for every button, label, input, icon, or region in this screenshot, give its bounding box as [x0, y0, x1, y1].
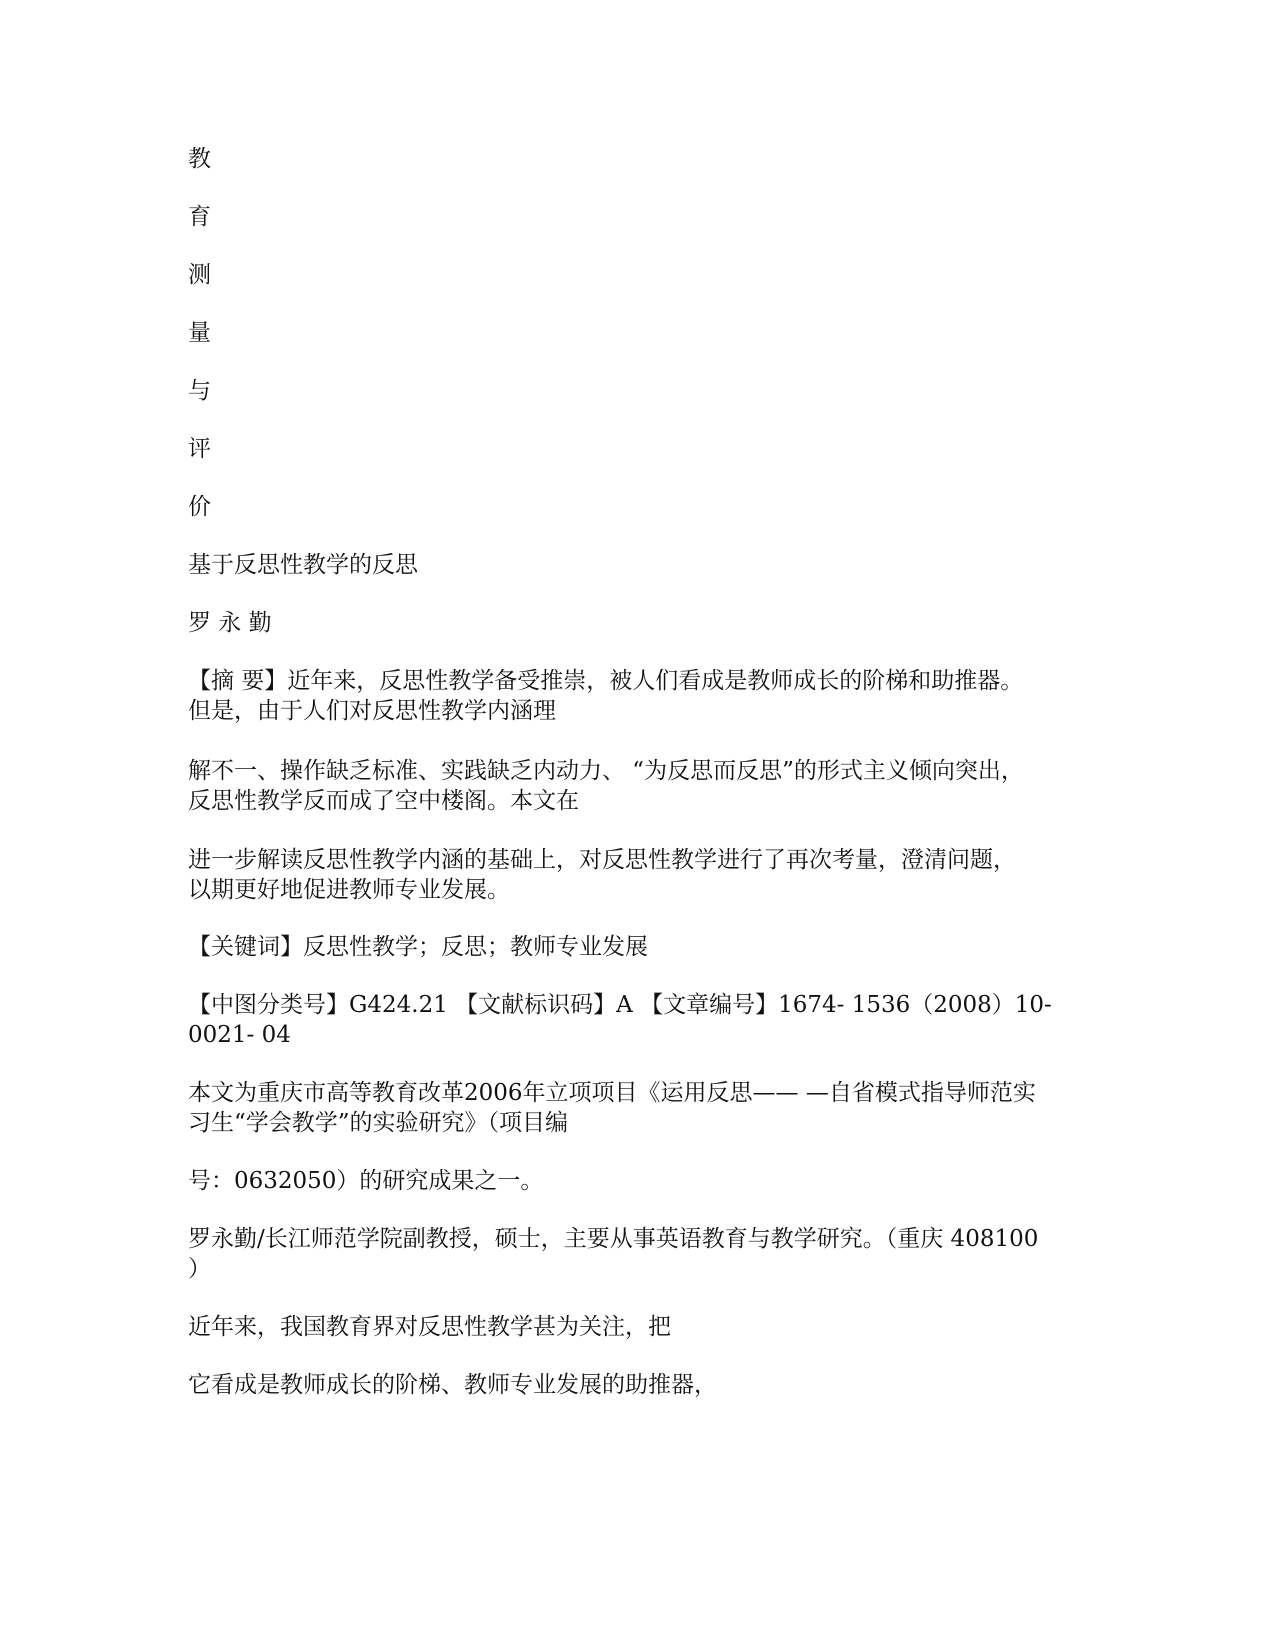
author-info-paragraph [188, 1224, 1093, 1284]
classification-line: 【中图分类号】G424.21 【文献标识码】A 【文章编号】1674- 1536（2008）10- [188, 992, 1052, 1018]
body-text-line: 近年来，我国教育界对反思性教学甚为关注，把 [188, 1314, 671, 1340]
body-text-line: 它看成是教师成长的阶梯、教师专业发展的助推器， [188, 1372, 717, 1398]
abstract-line: 进一步解读反思性教学内涵的基础上，对反思性教学进行了再次考量，澄清问题， [188, 847, 1016, 873]
journal-title-char: 量 [188, 320, 211, 346]
author-info-line: 罗永勤/长江师范学院副教授，硕士，主要从事英语教育与教学研究。（重庆 408100 [188, 1226, 1039, 1252]
abstract-line: 解不一、操作缺乏标准、实践缺乏内动力、 “为反思而反思”的形式主义倾向突出， [188, 758, 1024, 784]
journal-title-char: 价 [188, 494, 211, 520]
keywords: 【关键词】反思性教学；反思；教师专业发展 [188, 934, 648, 960]
funding-continuation: 号：0632050）的研究成果之一。 [188, 1168, 544, 1194]
abstract-line: 【摘 要】近年来，反思性教学备受推崇，被人们看成是教师成长的阶梯和助推器。 [188, 668, 1024, 694]
classification-line: 0021- 04 [188, 1022, 291, 1048]
journal-title-char: 评 [188, 436, 211, 462]
abstract-paragraph-1 [188, 666, 1093, 726]
funding-line: 习生“学会教学”的实验研究》（项目编 [188, 1110, 569, 1136]
abstract-line: 以期更好地促进教师专业发展。 [188, 877, 510, 903]
journal-title-char: 育 [188, 204, 211, 230]
article-author: 罗 永 勤 [188, 610, 272, 636]
author-info-line: ） [188, 1256, 211, 1282]
journal-title-char: 测 [188, 262, 211, 288]
funding-line: 本文为重庆市高等教育改革2006年立项项目《运用反思—— —自省模式指导师范实 [188, 1080, 1036, 1106]
journal-title-char: 教 [188, 146, 211, 172]
article-title: 基于反思性教学的反思 [188, 552, 418, 578]
abstract-paragraph-2 [188, 756, 1093, 816]
journal-title-char: 与 [188, 378, 211, 404]
abstract-paragraph-3 [188, 845, 1093, 905]
classification-paragraph [188, 990, 1093, 1050]
funding-paragraph [188, 1078, 1093, 1138]
abstract-line: 反思性教学反而成了空中楼阁。本文在 [188, 788, 579, 814]
abstract-line: 但是，由于人们对反思性教学内涵理 [188, 698, 556, 724]
